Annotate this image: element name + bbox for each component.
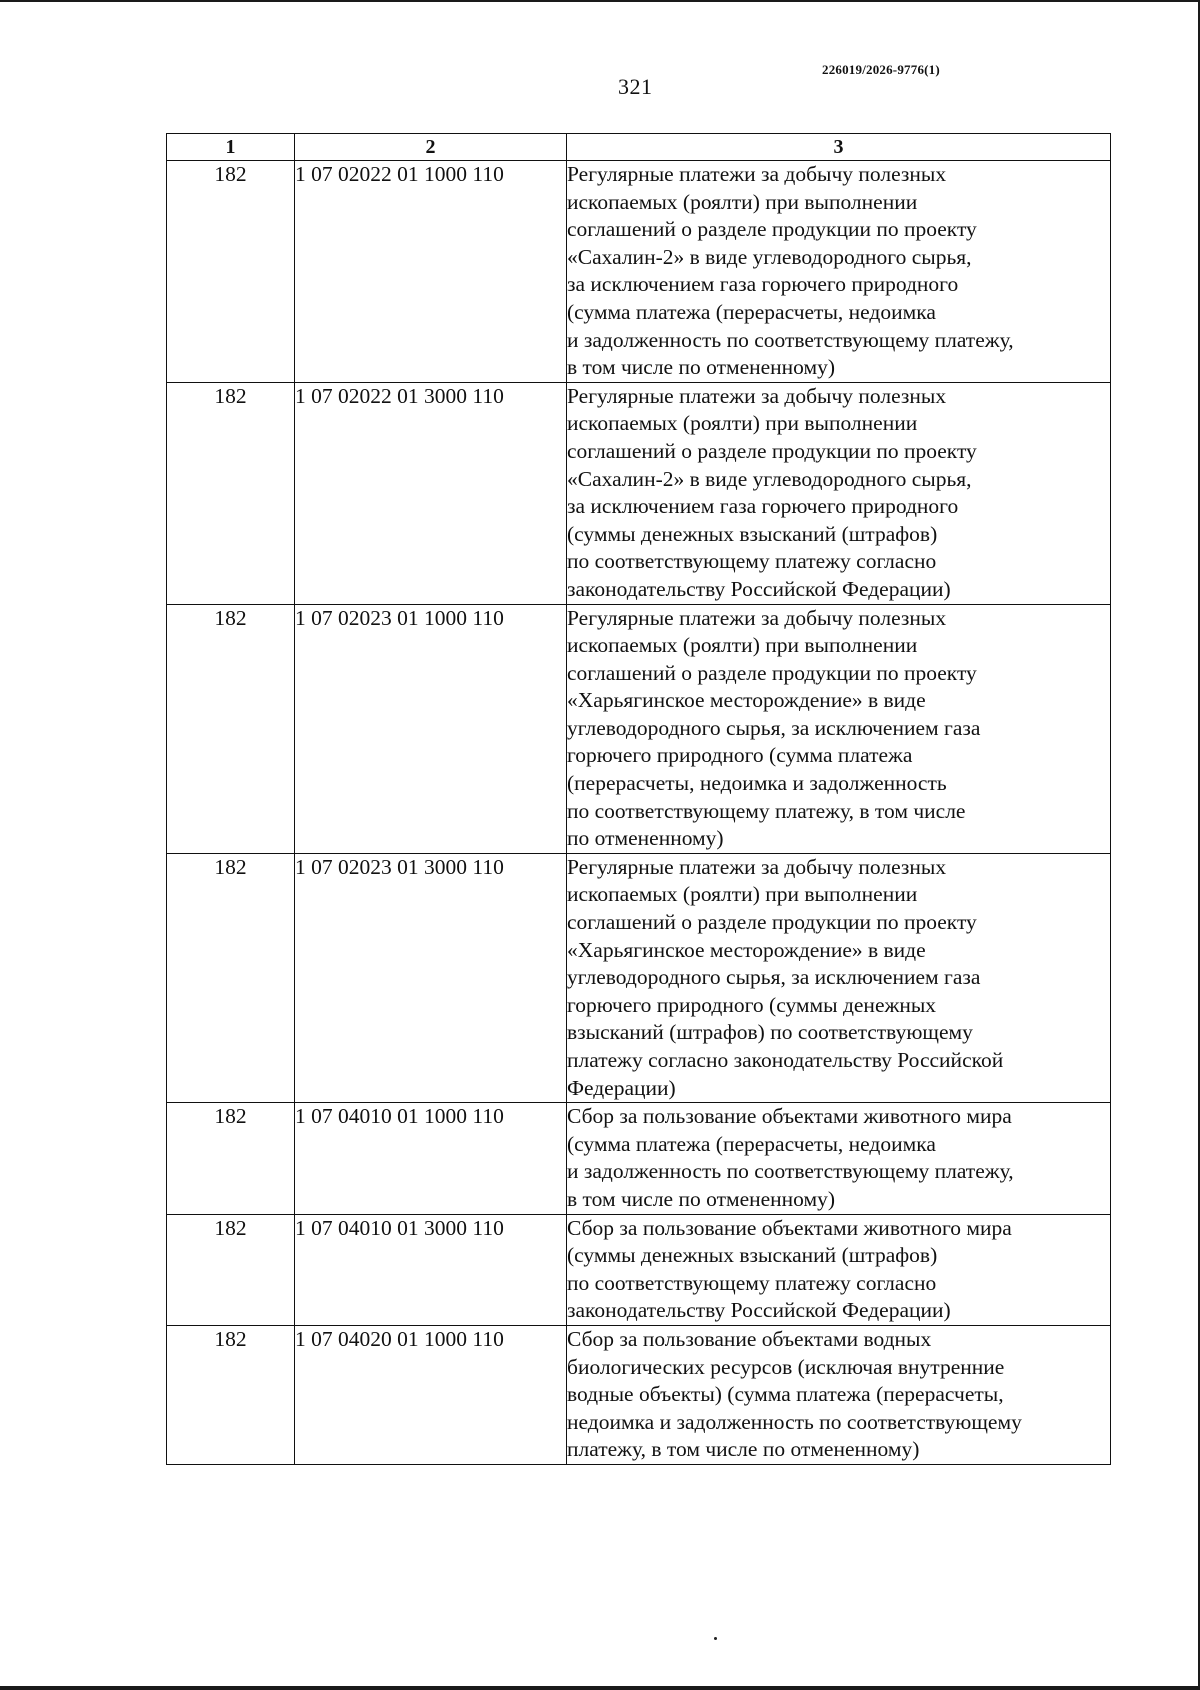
description-line: соглашений о разделе продукции по проекту	[567, 660, 977, 685]
description-line: недоимка и задолженность по соответствующему	[567, 1409, 1022, 1434]
description-cell	[567, 1214, 1111, 1325]
table-header-row	[167, 134, 1111, 161]
page-number: 321	[618, 74, 653, 99]
revenue-code-table	[166, 133, 1111, 1465]
description-line: горючего природного (сумма платежа	[567, 743, 913, 768]
description-line: (перерасчеты, недоимка и задолженность	[567, 771, 947, 796]
description-line: «Сахалин-2» в виде углеводородного сырья,	[567, 466, 972, 491]
description-line: взысканий (штрафов) по соответствующему	[567, 1020, 973, 1045]
description-line: за исключением газа горючего природного	[567, 272, 959, 297]
description-cell	[567, 1103, 1111, 1214]
column-header-3: 3	[567, 134, 1111, 161]
description-line: по соответствующему платежу согласно	[567, 549, 937, 574]
description-line: за исключением газа горючего природного	[567, 494, 959, 519]
scan-border-top	[0, 0, 1200, 2]
document-id: 226019/2026-9776(1)	[822, 62, 940, 77]
column-header-1: 1	[167, 134, 295, 161]
description-line: соглашений о разделе продукции по проекту	[567, 217, 977, 242]
column-header-2: 2	[295, 134, 567, 161]
admin-code-cell: 182	[167, 604, 295, 853]
table-row	[167, 604, 1111, 853]
description-line: биологических ресурсов (исключая внутренние	[567, 1354, 1005, 1379]
description-line: Регулярные платежи за добычу полезных	[567, 383, 947, 408]
scan-speck	[714, 1637, 717, 1640]
description-line: Сбор за пользование объектами животного мира	[567, 1104, 1012, 1129]
description-cell	[567, 1325, 1111, 1464]
description-line: в том числе по отмененному)	[567, 355, 836, 380]
admin-code-cell: 182	[167, 1214, 295, 1325]
revenue-code-cell: 1 07 02022 01 3000 110	[295, 382, 567, 604]
description-line: ископаемых (роялти) при выполнении	[567, 882, 918, 907]
admin-code-cell: 182	[167, 853, 295, 1102]
description-cell	[567, 853, 1111, 1102]
description-line: и задолженность по соответствующему платежу,	[567, 327, 1014, 352]
description-line: законодательству Российской Федерации)	[567, 576, 951, 601]
description-line: (суммы денежных взысканий (штрафов)	[567, 1243, 938, 1268]
description-line: (сумма платежа (перерасчеты, недоимка	[567, 1131, 936, 1156]
description-line: водные объекты) (сумма платежа (перерасчеты,	[567, 1382, 1004, 1407]
description-line: и задолженность по соответствующему платежу,	[567, 1159, 1014, 1184]
description-line: по отмененному)	[567, 826, 724, 851]
description-line: углеводородного сырья, за исключением газа	[567, 715, 981, 740]
scan-border-bottom	[0, 1686, 1200, 1690]
description-line: «Сахалин-2» в виде углеводородного сырья,	[567, 244, 972, 269]
description-line: ископаемых (роялти) при выполнении	[567, 633, 918, 658]
description-line: платежу согласно законодательству Российской	[567, 1048, 1004, 1072]
description-line: Регулярные платежи за добычу полезных	[567, 162, 947, 186]
description-line: (сумма платежа (перерасчеты, недоимка	[567, 299, 936, 324]
table-row	[167, 161, 1111, 383]
admin-code-cell: 182	[167, 1325, 295, 1464]
description-line: Регулярные платежи за добычу полезных	[567, 854, 947, 879]
admin-code-cell: 182	[167, 1103, 295, 1214]
revenue-code-cell: 1 07 02022 01 1000 110	[295, 161, 567, 383]
description-line: соглашений о разделе продукции по проекту	[567, 910, 977, 935]
description-line: Федерации)	[567, 1075, 676, 1100]
description-line: по соответствующему платежу согласно	[567, 1270, 937, 1295]
description-line: платежу, в том числе по отмененному)	[567, 1437, 920, 1462]
description-line: «Харьягинское месторождение» в виде	[567, 688, 926, 713]
revenue-code-cell: 1 07 02023 01 1000 110	[295, 604, 567, 853]
description-line: Сбор за пользование объектами водных	[567, 1326, 932, 1351]
description-line: Сбор за пользование объектами животного мира	[567, 1215, 1012, 1240]
description-line: в том числе по отмененному)	[567, 1186, 836, 1211]
table-row	[167, 853, 1111, 1102]
revenue-code-cell: 1 07 04010 01 3000 110	[295, 1214, 567, 1325]
admin-code-cell: 182	[167, 382, 295, 604]
description-line: по соответствующему платежу, в том числе	[567, 798, 966, 823]
description-line: (суммы денежных взысканий (штрафов)	[567, 521, 938, 546]
revenue-code-cell: 1 07 04020 01 1000 110	[295, 1325, 567, 1464]
revenue-code-cell: 1 07 02023 01 3000 110	[295, 853, 567, 1102]
revenue-code-cell: 1 07 04010 01 1000 110	[295, 1103, 567, 1214]
description-line: ископаемых (роялти) при выполнении	[567, 189, 918, 214]
description-line: соглашений о разделе продукции по проекту	[567, 438, 977, 463]
table-row	[167, 1214, 1111, 1325]
table-body	[167, 161, 1111, 1465]
description-line: Регулярные платежи за добычу полезных	[567, 605, 947, 630]
description-cell	[567, 161, 1111, 383]
table-row	[167, 1103, 1111, 1214]
description-line: «Харьягинское месторождение» в виде	[567, 937, 926, 962]
description-line: законодательству Российской Федерации)	[567, 1298, 951, 1323]
description-line: ископаемых (роялти) при выполнении	[567, 411, 918, 436]
description-line: углеводородного сырья, за исключением газа	[567, 965, 981, 990]
admin-code-cell: 182	[167, 161, 295, 383]
description-line: горючего природного (суммы денежных	[567, 992, 937, 1017]
description-cell	[567, 604, 1111, 853]
description-cell	[567, 382, 1111, 604]
table-row	[167, 1325, 1111, 1464]
table-row	[167, 382, 1111, 604]
